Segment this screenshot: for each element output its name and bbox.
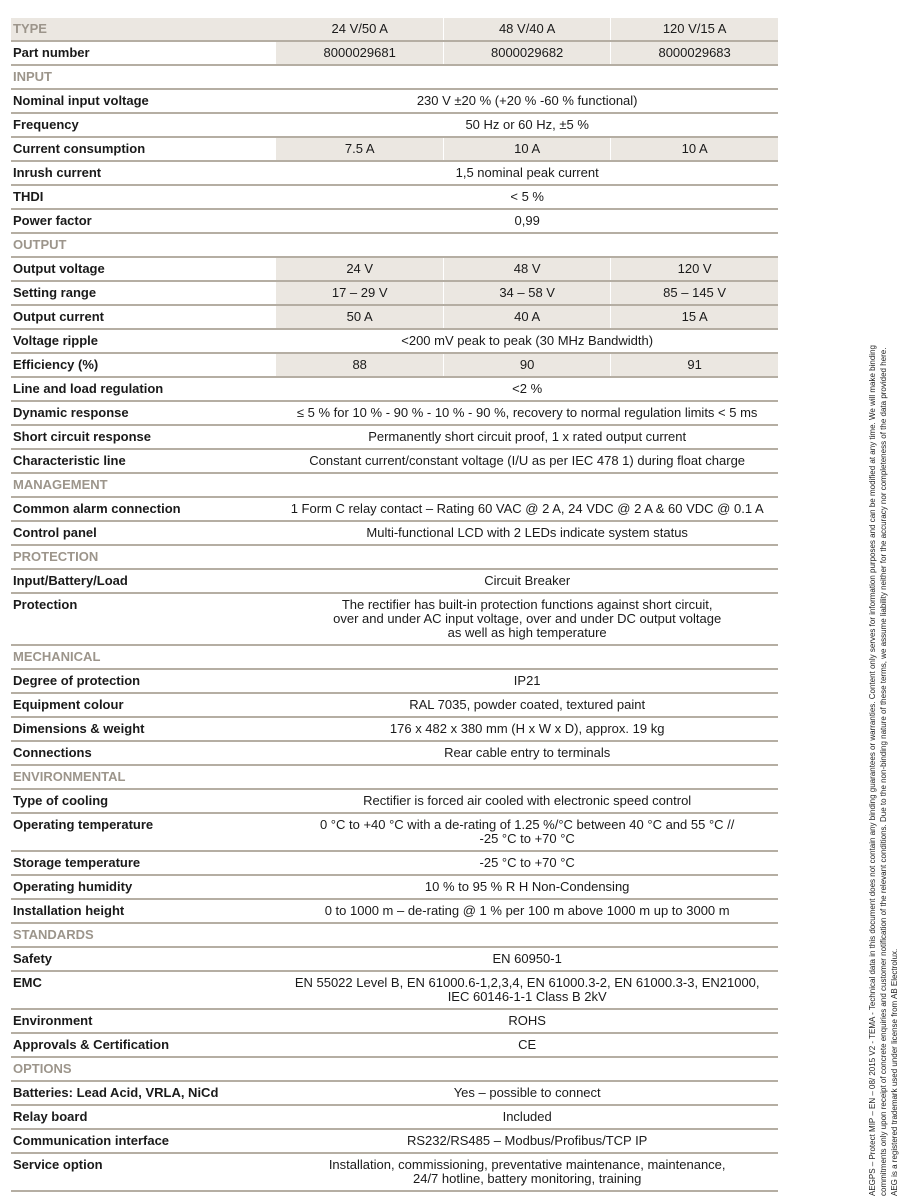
section-title: OPTIONS: [11, 1057, 778, 1081]
spec-value: Constant current/constant voltage (I/U as per IEC 478 1) during float charge: [276, 449, 778, 473]
spec-row: [11, 113, 778, 137]
spec-label: Characteristic line: [11, 449, 276, 473]
spec-label: Equipment colour: [11, 693, 276, 717]
spec-value: 0 °C to +40 °C with a de-rating of 1.25 %/°C between 40 °C and 55 °C // -25 °C to +70 °C: [276, 813, 778, 851]
section-title: MECHANICAL: [11, 645, 778, 669]
spec-row: [11, 425, 778, 449]
spec-row: [11, 1033, 778, 1057]
spec-label: Environment: [11, 1009, 276, 1033]
spec-value: Included: [276, 1105, 778, 1129]
spec-label: Input/Battery/Load: [11, 569, 276, 593]
spec-value-cell: 50 A: [276, 305, 443, 329]
spec-value: The rectifier has built-in protection functions against short circuit, over and under AC input voltage, over and under DC output voltage as well as high temperature: [276, 593, 778, 645]
spec-value: 50 Hz or 60 Hz, ±5 %: [276, 113, 778, 137]
spec-value: Installation, commissioning, preventative maintenance, maintenance, 24/7 hotline, battery monitoring, training: [276, 1153, 778, 1191]
spec-row: [11, 693, 778, 717]
spec-value: 1,5 nominal peak current: [276, 161, 778, 185]
section-title: PROTECTION: [11, 545, 778, 569]
spec-value-cell: 91: [611, 353, 778, 377]
spec-row: [11, 971, 778, 1009]
spec-label: Inrush current: [11, 161, 276, 185]
section-title: INPUT: [11, 65, 778, 89]
spec-value: 176 x 482 x 380 mm (H x W x D), approx. 19 kg: [276, 717, 778, 741]
spec-row: [11, 813, 778, 851]
spec-row: [11, 281, 778, 305]
spec-value: <2 %: [276, 377, 778, 401]
spec-row: [11, 875, 778, 899]
spec-label: Frequency: [11, 113, 276, 137]
spec-value: ≤ 5 % for 10 % - 90 % - 10 % - 90 %, recovery to normal regulation limits < 5 ms: [276, 401, 778, 425]
section-title: STANDARDS: [11, 923, 778, 947]
spec-value: CE: [276, 1033, 778, 1057]
spec-row: [11, 1105, 778, 1129]
spec-value: RAL 7035, powder coated, textured paint: [276, 693, 778, 717]
spec-row: [11, 899, 778, 923]
spec-row: [11, 789, 778, 813]
model-120v: 120 V/15 A: [611, 18, 778, 41]
model-24v: 24 V/50 A: [276, 18, 443, 41]
section-header: [11, 65, 778, 89]
spec-label: Output current: [11, 305, 276, 329]
spec-value: Rear cable entry to terminals: [276, 741, 778, 765]
spec-row: [11, 305, 778, 329]
spec-row: [11, 741, 778, 765]
spec-value-cell: 10 A: [611, 137, 778, 161]
section-header: [11, 645, 778, 669]
spec-value: Circuit Breaker: [276, 569, 778, 593]
spec-label: Operating humidity: [11, 875, 276, 899]
spec-value-cell: 7.5 A: [276, 137, 443, 161]
spec-value: RS232/RS485 – Modbus/Profibus/TCP IP: [276, 1129, 778, 1153]
section-header: [11, 1057, 778, 1081]
spec-value-cell: 34 – 58 V: [444, 281, 611, 305]
spec-row: [11, 401, 778, 425]
spec-value-cell: 48 V: [444, 257, 611, 281]
model-48v: 48 V/40 A: [444, 18, 611, 41]
spec-label: Setting range: [11, 281, 276, 305]
part-number-48v: 8000029682: [444, 41, 611, 65]
spec-label: Communication interface: [11, 1129, 276, 1153]
spec-label: Safety: [11, 947, 276, 971]
spec-table: [11, 18, 778, 1192]
spec-row: [11, 137, 778, 161]
spec-row: [11, 497, 778, 521]
spec-label: Operating temperature: [11, 813, 276, 851]
spec-row: [11, 353, 778, 377]
spec-value: EN 60950-1: [276, 947, 778, 971]
spec-value: EN 55022 Level B, EN 61000.6-1,2,3,4, EN 61000.3-2, EN 61000.3-3, EN21000, IEC 60146-1-1 Class B 2kV: [276, 971, 778, 1009]
spec-value: < 5 %: [276, 185, 778, 209]
spec-label: Storage temperature: [11, 851, 276, 875]
part-number-24v: 8000029681: [276, 41, 443, 65]
spec-row: [11, 377, 778, 401]
spec-value: 0,99: [276, 209, 778, 233]
spec-label: Output voltage: [11, 257, 276, 281]
spec-label: THDI: [11, 185, 276, 209]
spec-row: [11, 1153, 778, 1191]
spec-label: Connections: [11, 741, 276, 765]
spec-value: IP21: [276, 669, 778, 693]
spec-label: Short circuit response: [11, 425, 276, 449]
spec-value: ROHS: [276, 1009, 778, 1033]
section-header: [11, 765, 778, 789]
section-title: MANAGEMENT: [11, 473, 778, 497]
section-title: OUTPUT: [11, 233, 778, 257]
spec-row: [11, 669, 778, 693]
spec-row: [11, 1129, 778, 1153]
spec-label: Current consumption: [11, 137, 276, 161]
spec-value: Permanently short circuit proof, 1 x rated output current: [276, 425, 778, 449]
section-header: [11, 233, 778, 257]
spec-value-cell: 90: [444, 353, 611, 377]
spec-label: Relay board: [11, 1105, 276, 1129]
spec-row: [11, 1081, 778, 1105]
spec-label: Line and load regulation: [11, 377, 276, 401]
spec-value: 1 Form C relay contact – Rating 60 VAC @ 2 A, 24 VDC @ 2 A & 60 VDC @ 0.1 A: [276, 497, 778, 521]
part-number-row: [11, 41, 778, 65]
spec-value-cell: 88: [276, 353, 443, 377]
spec-label: Common alarm connection: [11, 497, 276, 521]
spec-label: Type of cooling: [11, 789, 276, 813]
spec-label: Service option: [11, 1153, 276, 1191]
spec-row: [11, 89, 778, 113]
spec-row: [11, 947, 778, 971]
section-header: [11, 473, 778, 497]
spec-row: [11, 449, 778, 473]
spec-row: [11, 257, 778, 281]
spec-label: Power factor: [11, 209, 276, 233]
spec-label: Control panel: [11, 521, 276, 545]
section-title: ENVIRONMENTAL: [11, 765, 778, 789]
spec-value-cell: 15 A: [611, 305, 778, 329]
spec-label: Voltage ripple: [11, 329, 276, 353]
spec-value: Rectifier is forced air cooled with electronic speed control: [276, 789, 778, 813]
side-disclaimer: AEGPS – Protect MIP – EN – 08/ 2015 V2 - TEMA - Technical data in this document does not contain any binding guarantees or warranties. Content only serves for information purposes and can be modified at any time. We will make binding commitments only upon receipt of concrete enquiries and customer notification of the relevant conditions. Due to the non-binding nature of these terms, we assume liability neither for the accuracy nor completeness of the data provided here. AEG is a registered trademark used under license from AB Electrolux.: [868, 345, 899, 1196]
spec-row: [11, 209, 778, 233]
spec-value: 0 to 1000 m – de-rating @ 1 % per 100 m above 1000 m up to 3000 m: [276, 899, 778, 923]
spec-row: [11, 329, 778, 353]
spec-row: [11, 593, 778, 645]
spec-value: <200 mV peak to peak (30 MHz Bandwidth): [276, 329, 778, 353]
part-number-label: Part number: [11, 41, 276, 65]
spec-label: Approvals & Certification: [11, 1033, 276, 1057]
spec-row: [11, 161, 778, 185]
spec-value: -25 °C to +70 °C: [276, 851, 778, 875]
spec-label: Efficiency (%): [11, 353, 276, 377]
spec-value: Yes – possible to connect: [276, 1081, 778, 1105]
spec-value: 10 % to 95 % R H Non-Condensing: [276, 875, 778, 899]
spec-value-cell: 17 – 29 V: [276, 281, 443, 305]
part-number-120v: 8000029683: [611, 41, 778, 65]
spec-row: [11, 569, 778, 593]
spec-label: Batteries: Lead Acid, VRLA, NiCd: [11, 1081, 276, 1105]
spec-value: Multi-functional LCD with 2 LEDs indicate system status: [276, 521, 778, 545]
spec-label: Nominal input voltage: [11, 89, 276, 113]
spec-value-cell: 85 – 145 V: [611, 281, 778, 305]
spec-value-cell: 10 A: [444, 137, 611, 161]
section-header: [11, 923, 778, 947]
spec-row: [11, 185, 778, 209]
spec-row: [11, 717, 778, 741]
spec-label: EMC: [11, 971, 276, 1009]
spec-label: Protection: [11, 593, 276, 645]
spec-table-body: [11, 18, 778, 1191]
spec-value-cell: 24 V: [276, 257, 443, 281]
type-label: TYPE: [11, 18, 276, 41]
spec-row: [11, 521, 778, 545]
spec-label: Dynamic response: [11, 401, 276, 425]
spec-row: [11, 1009, 778, 1033]
type-row: [11, 18, 778, 41]
spec-value-cell: 120 V: [611, 257, 778, 281]
spec-value-cell: 40 A: [444, 305, 611, 329]
spec-label: Degree of protection: [11, 669, 276, 693]
spec-row: [11, 851, 778, 875]
spec-value: 230 V ±20 % (+20 % -60 % functional): [276, 89, 778, 113]
spec-label: Installation height: [11, 899, 276, 923]
spec-label: Dimensions & weight: [11, 717, 276, 741]
section-header: [11, 545, 778, 569]
